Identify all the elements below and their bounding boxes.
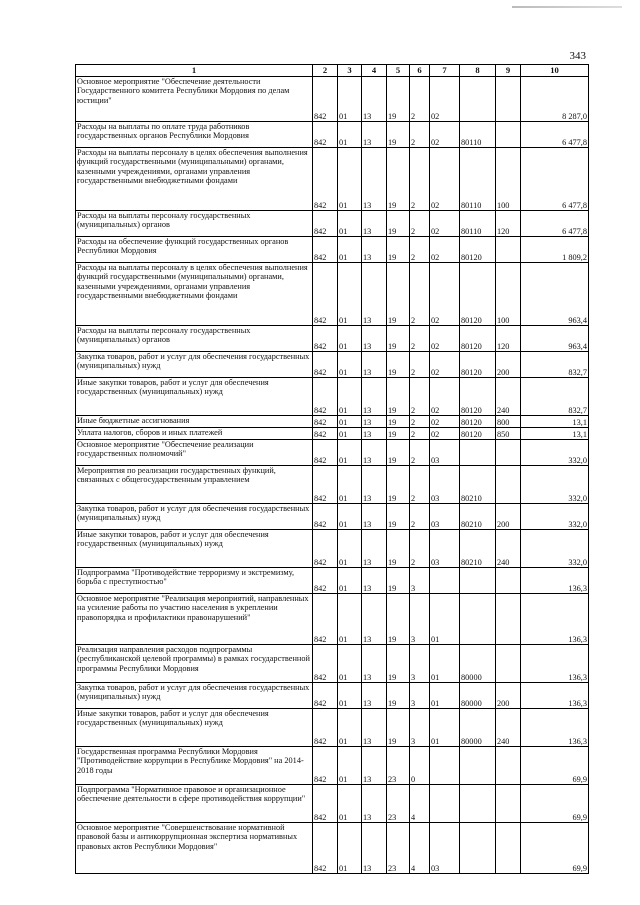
- row-amount-cell: 963,4: [521, 263, 589, 326]
- table-row: [76, 709, 589, 747]
- row-code-cell: 842: [313, 440, 338, 466]
- table-row: [76, 263, 589, 326]
- row-amount-cell: 136,3: [521, 709, 589, 747]
- column-header: 7: [430, 65, 460, 77]
- row-code-cell: 13: [362, 263, 387, 326]
- row-code-cell: [496, 823, 521, 874]
- row-code-cell: [460, 785, 496, 823]
- table-row: [76, 122, 589, 148]
- row-code-cell: 19: [387, 683, 410, 709]
- row-name-cell: Иные бюджетные ассигнования: [76, 416, 313, 428]
- row-code-cell: 13: [362, 77, 387, 122]
- row-code-cell: 3: [410, 594, 430, 645]
- column-header: 2: [313, 65, 338, 77]
- row-code-cell: 80120: [460, 378, 496, 416]
- row-code-cell: 01: [338, 747, 362, 785]
- table-row: [76, 530, 589, 568]
- row-code-cell: 2: [410, 504, 430, 530]
- row-code-cell: 2: [410, 416, 430, 428]
- row-code-cell: 842: [313, 416, 338, 428]
- row-code-cell: [460, 823, 496, 874]
- row-code-cell: 842: [313, 263, 338, 326]
- row-code-cell: [496, 645, 521, 683]
- row-code-cell: 01: [338, 378, 362, 416]
- row-code-cell: 01: [338, 683, 362, 709]
- row-code-cell: 842: [313, 148, 338, 211]
- row-amount-cell: 6 477,8: [521, 122, 589, 148]
- table-row: [76, 326, 589, 352]
- row-code-cell: 842: [313, 530, 338, 568]
- row-code-cell: 842: [313, 594, 338, 645]
- row-code-cell: 3: [410, 709, 430, 747]
- row-code-cell: 842: [313, 709, 338, 747]
- row-code-cell: 80110: [460, 211, 496, 237]
- row-amount-cell: 6 477,8: [521, 148, 589, 211]
- row-code-cell: 02: [430, 77, 460, 122]
- row-code-cell: 02: [430, 352, 460, 378]
- table-row: [76, 148, 589, 211]
- row-code-cell: 01: [430, 594, 460, 645]
- row-code-cell: [430, 785, 460, 823]
- row-code-cell: 800: [496, 416, 521, 428]
- row-code-cell: 01: [338, 263, 362, 326]
- row-code-cell: 240: [496, 378, 521, 416]
- row-code-cell: 13: [362, 785, 387, 823]
- row-code-cell: [496, 440, 521, 466]
- row-code-cell: 19: [387, 77, 410, 122]
- row-code-cell: 01: [338, 148, 362, 211]
- row-code-cell: 120: [496, 326, 521, 352]
- row-code-cell: 2: [410, 466, 430, 504]
- row-code-cell: 01: [338, 594, 362, 645]
- table-row: [76, 747, 589, 785]
- row-code-cell: 842: [313, 683, 338, 709]
- row-name-cell: Основное мероприятие "Совершенствование нормативной правовой базы и антикоррупционная экспертиза нормативных правовых актов Республики Мордовия": [76, 823, 313, 874]
- row-code-cell: 13: [362, 530, 387, 568]
- column-header: 3: [338, 65, 362, 77]
- row-code-cell: 19: [387, 148, 410, 211]
- row-name-cell: Государственная программа Республики Мордовия "Противодействие коррупции в Республике Мордовия" на 2014-2018 годы: [76, 747, 313, 785]
- row-code-cell: 2: [410, 263, 430, 326]
- row-code-cell: 01: [338, 352, 362, 378]
- row-code-cell: 19: [387, 326, 410, 352]
- row-code-cell: 842: [313, 77, 338, 122]
- row-code-cell: 13: [362, 683, 387, 709]
- row-code-cell: 19: [387, 594, 410, 645]
- row-code-cell: 23: [387, 785, 410, 823]
- row-code-cell: [496, 568, 521, 594]
- row-name-cell: Расходы на выплаты персоналу государственных (муниципальных) органов: [76, 326, 313, 352]
- table-row: [76, 352, 589, 378]
- row-code-cell: 03: [430, 530, 460, 568]
- row-code-cell: 2: [410, 77, 430, 122]
- row-code-cell: [496, 785, 521, 823]
- row-name-cell: Закупка товаров, работ и услуг для обеспечения государственных (муниципальных) нужд: [76, 683, 313, 709]
- table-row: [76, 785, 589, 823]
- row-code-cell: 13: [362, 709, 387, 747]
- row-code-cell: 80000: [460, 683, 496, 709]
- row-code-cell: 19: [387, 428, 410, 440]
- row-code-cell: 19: [387, 416, 410, 428]
- row-code-cell: 842: [313, 823, 338, 874]
- row-code-cell: 80000: [460, 709, 496, 747]
- row-code-cell: 842: [313, 352, 338, 378]
- column-header: 4: [362, 65, 387, 77]
- row-code-cell: 13: [362, 594, 387, 645]
- column-header: 10: [521, 65, 589, 77]
- table-row: [76, 416, 589, 428]
- row-code-cell: 13: [362, 645, 387, 683]
- row-code-cell: [496, 594, 521, 645]
- row-code-cell: 2: [410, 530, 430, 568]
- row-code-cell: 01: [338, 77, 362, 122]
- table-row: [76, 594, 589, 645]
- table-row: [76, 428, 589, 440]
- row-code-cell: 19: [387, 378, 410, 416]
- row-name-cell: Основное мероприятие "Реализация мероприятий, направленных на усиление работы по участию населения в укреплении правопорядка и профилактики правонарушений": [76, 594, 313, 645]
- row-code-cell: 01: [338, 530, 362, 568]
- row-code-cell: 19: [387, 645, 410, 683]
- row-code-cell: 01: [338, 428, 362, 440]
- row-name-cell: Закупка товаров, работ и услуг для обеспечения государственных (муниципальных) нужд: [76, 352, 313, 378]
- row-code-cell: 2: [410, 428, 430, 440]
- row-code-cell: 13: [362, 504, 387, 530]
- row-code-cell: 120: [496, 211, 521, 237]
- row-code-cell: 02: [430, 416, 460, 428]
- row-amount-cell: 1 809,2: [521, 237, 589, 263]
- row-code-cell: 13: [362, 416, 387, 428]
- row-code-cell: 01: [338, 504, 362, 530]
- row-code-cell: 3: [410, 683, 430, 709]
- row-code-cell: 842: [313, 378, 338, 416]
- row-name-cell: Иные закупки товаров, работ и услуг для обеспечения государственных (муниципальных) нужд: [76, 709, 313, 747]
- row-code-cell: 02: [430, 148, 460, 211]
- row-code-cell: 80110: [460, 122, 496, 148]
- row-amount-cell: 69,9: [521, 785, 589, 823]
- row-code-cell: 03: [430, 504, 460, 530]
- row-code-cell: 842: [313, 237, 338, 263]
- row-code-cell: 240: [496, 530, 521, 568]
- row-code-cell: [460, 440, 496, 466]
- row-name-cell: Расходы на выплаты по оплате труда работников государственных органов Республики Мордовия: [76, 122, 313, 148]
- row-code-cell: 13: [362, 747, 387, 785]
- row-name-cell: Основное мероприятие "Обеспечение деятельности Государственного комитета Республики Мордовия по делам юстиции": [76, 77, 313, 122]
- row-amount-cell: 332,0: [521, 440, 589, 466]
- row-code-cell: 200: [496, 504, 521, 530]
- row-code-cell: 19: [387, 568, 410, 594]
- row-code-cell: 2: [410, 326, 430, 352]
- row-code-cell: [460, 747, 496, 785]
- row-code-cell: 13: [362, 148, 387, 211]
- row-code-cell: 01: [430, 683, 460, 709]
- row-code-cell: 02: [430, 211, 460, 237]
- row-code-cell: 01: [338, 568, 362, 594]
- row-code-cell: 01: [430, 645, 460, 683]
- row-code-cell: 19: [387, 237, 410, 263]
- row-code-cell: 01: [338, 440, 362, 466]
- row-code-cell: 842: [313, 568, 338, 594]
- row-code-cell: 80120: [460, 428, 496, 440]
- row-name-cell: Расходы на выплаты персоналу в целях обеспечения выполнения функций государственными (муниципальными) органами, казенными учреждениями, органами управления государственными внебюджетными фондами: [76, 263, 313, 326]
- row-amount-cell: 13,1: [521, 428, 589, 440]
- row-amount-cell: 136,3: [521, 645, 589, 683]
- row-code-cell: 23: [387, 747, 410, 785]
- table-row: [76, 683, 589, 709]
- row-name-cell: Реализация направления расходов подпрограммы (республиканской целевой программы) в рамках государственной программы Республики Мордовия: [76, 645, 313, 683]
- row-code-cell: 842: [313, 326, 338, 352]
- row-code-cell: 80120: [460, 263, 496, 326]
- row-name-cell: Иные закупки товаров, работ и услуг для обеспечения государственных (муниципальных) нужд: [76, 530, 313, 568]
- row-name-cell: Расходы на выплаты персоналу в целях обеспечения выполнения функций государственными (муниципальными) органами, казенными учреждениями, органами управления государственными внебюджетными фондами: [76, 148, 313, 211]
- table-row: [76, 378, 589, 416]
- row-code-cell: 13: [362, 211, 387, 237]
- row-name-cell: Основное мероприятие "Обеспечение реализации государственных полномочий": [76, 440, 313, 466]
- row-code-cell: 4: [410, 785, 430, 823]
- row-code-cell: 02: [430, 237, 460, 263]
- column-header: 6: [410, 65, 430, 77]
- row-code-cell: 01: [338, 823, 362, 874]
- row-code-cell: 2: [410, 237, 430, 263]
- row-code-cell: 80210: [460, 504, 496, 530]
- row-code-cell: 03: [430, 440, 460, 466]
- row-code-cell: 2: [410, 211, 430, 237]
- row-code-cell: 2: [410, 378, 430, 416]
- row-code-cell: 19: [387, 504, 410, 530]
- row-code-cell: 3: [410, 568, 430, 594]
- row-code-cell: 13: [362, 237, 387, 263]
- row-code-cell: 842: [313, 645, 338, 683]
- row-code-cell: 02: [430, 263, 460, 326]
- row-code-cell: 80110: [460, 148, 496, 211]
- row-code-cell: 02: [430, 378, 460, 416]
- row-code-cell: [430, 747, 460, 785]
- row-code-cell: [430, 568, 460, 594]
- row-code-cell: [460, 594, 496, 645]
- row-code-cell: [496, 122, 521, 148]
- row-code-cell: 01: [338, 785, 362, 823]
- row-code-cell: 100: [496, 148, 521, 211]
- row-name-cell: Мероприятия по реализации государственных функций, связанных с общегосударственным управлением: [76, 466, 313, 504]
- row-code-cell: 19: [387, 211, 410, 237]
- row-amount-cell: 332,0: [521, 466, 589, 504]
- row-code-cell: 02: [430, 122, 460, 148]
- page-number: 343: [569, 50, 586, 62]
- row-code-cell: [496, 747, 521, 785]
- row-code-cell: 23: [387, 823, 410, 874]
- row-code-cell: 80120: [460, 352, 496, 378]
- row-amount-cell: 69,9: [521, 823, 589, 874]
- row-code-cell: 01: [338, 416, 362, 428]
- row-code-cell: 200: [496, 352, 521, 378]
- column-header: 9: [496, 65, 521, 77]
- row-code-cell: 13: [362, 326, 387, 352]
- row-code-cell: 19: [387, 263, 410, 326]
- row-code-cell: 3: [410, 645, 430, 683]
- table-row: [76, 440, 589, 466]
- row-code-cell: 19: [387, 709, 410, 747]
- row-name-cell: Подпрограмма "Нормативное правовое и организационное обеспечение деятельности в сфере противодействия коррупции": [76, 785, 313, 823]
- row-code-cell: 01: [338, 645, 362, 683]
- row-code-cell: 01: [338, 709, 362, 747]
- row-code-cell: 13: [362, 122, 387, 148]
- row-code-cell: 19: [387, 530, 410, 568]
- row-code-cell: 240: [496, 709, 521, 747]
- row-amount-cell: 13,1: [521, 416, 589, 428]
- row-code-cell: 13: [362, 466, 387, 504]
- row-amount-cell: 6 477,8: [521, 211, 589, 237]
- row-code-cell: 100: [496, 263, 521, 326]
- row-code-cell: 2: [410, 122, 430, 148]
- row-name-cell: Закупка товаров, работ и услуг для обеспечения государственных (муниципальных) нужд: [76, 504, 313, 530]
- table-row: [76, 645, 589, 683]
- row-code-cell: [496, 237, 521, 263]
- row-code-cell: [496, 77, 521, 122]
- row-code-cell: 03: [430, 823, 460, 874]
- header-row: [76, 65, 589, 77]
- row-amount-cell: 963,4: [521, 326, 589, 352]
- row-name-cell: Иные закупки товаров, работ и услуг для обеспечения государственных (муниципальных) нужд: [76, 378, 313, 416]
- row-code-cell: 01: [338, 122, 362, 148]
- row-code-cell: 13: [362, 568, 387, 594]
- row-code-cell: 13: [362, 352, 387, 378]
- row-code-cell: 4: [410, 823, 430, 874]
- row-code-cell: 80210: [460, 466, 496, 504]
- table-row: [76, 211, 589, 237]
- table-row: [76, 568, 589, 594]
- row-code-cell: 13: [362, 823, 387, 874]
- row-code-cell: [460, 568, 496, 594]
- row-code-cell: 01: [338, 326, 362, 352]
- row-code-cell: 0: [410, 747, 430, 785]
- row-code-cell: 842: [313, 122, 338, 148]
- row-code-cell: 13: [362, 378, 387, 416]
- row-amount-cell: 136,3: [521, 568, 589, 594]
- row-code-cell: [460, 77, 496, 122]
- row-code-cell: 842: [313, 504, 338, 530]
- column-header: 8: [460, 65, 496, 77]
- row-code-cell: 01: [338, 211, 362, 237]
- row-code-cell: 19: [387, 440, 410, 466]
- row-amount-cell: 136,3: [521, 683, 589, 709]
- row-name-cell: Уплата налогов, сборов и иных платежей: [76, 428, 313, 440]
- row-code-cell: 842: [313, 211, 338, 237]
- column-header: 1: [76, 65, 313, 77]
- row-amount-cell: 332,0: [521, 504, 589, 530]
- budget-table: [75, 64, 589, 874]
- row-code-cell: 13: [362, 440, 387, 466]
- row-code-cell: 19: [387, 466, 410, 504]
- row-code-cell: 03: [430, 466, 460, 504]
- row-code-cell: 01: [338, 237, 362, 263]
- row-code-cell: 2: [410, 440, 430, 466]
- row-code-cell: 80120: [460, 237, 496, 263]
- row-code-cell: 01: [338, 466, 362, 504]
- row-amount-cell: 832,7: [521, 378, 589, 416]
- row-amount-cell: 69,9: [521, 747, 589, 785]
- row-name-cell: Подпрограмма "Противодействие терроризму и экстремизму, борьба с преступностью": [76, 568, 313, 594]
- table-row: [76, 77, 589, 122]
- row-code-cell: 80210: [460, 530, 496, 568]
- row-amount-cell: 832,7: [521, 352, 589, 378]
- row-code-cell: 80120: [460, 416, 496, 428]
- row-code-cell: [496, 466, 521, 504]
- row-code-cell: 842: [313, 785, 338, 823]
- row-code-cell: 842: [313, 466, 338, 504]
- table-row: [76, 466, 589, 504]
- row-code-cell: 02: [430, 428, 460, 440]
- table-row: [76, 504, 589, 530]
- row-code-cell: 13: [362, 428, 387, 440]
- row-code-cell: 80000: [460, 645, 496, 683]
- table-row: [76, 823, 589, 874]
- row-code-cell: 80120: [460, 326, 496, 352]
- row-code-cell: 200: [496, 683, 521, 709]
- row-code-cell: 01: [430, 709, 460, 747]
- row-amount-cell: 136,3: [521, 594, 589, 645]
- column-header: 5: [387, 65, 410, 77]
- row-code-cell: 02: [430, 326, 460, 352]
- table-row: [76, 237, 589, 263]
- row-name-cell: Расходы на обеспечение функций государственных органов Республики Мордовия: [76, 237, 313, 263]
- row-code-cell: 842: [313, 428, 338, 440]
- row-code-cell: 19: [387, 352, 410, 378]
- row-code-cell: 2: [410, 352, 430, 378]
- row-code-cell: 850: [496, 428, 521, 440]
- row-name-cell: Расходы на выплаты персоналу государственных (муниципальных) органов: [76, 211, 313, 237]
- scan-artifact: [512, 6, 622, 8]
- row-code-cell: 2: [410, 148, 430, 211]
- row-code-cell: 842: [313, 747, 338, 785]
- row-amount-cell: 8 287,0: [521, 77, 589, 122]
- row-code-cell: 19: [387, 122, 410, 148]
- row-amount-cell: 332,0: [521, 530, 589, 568]
